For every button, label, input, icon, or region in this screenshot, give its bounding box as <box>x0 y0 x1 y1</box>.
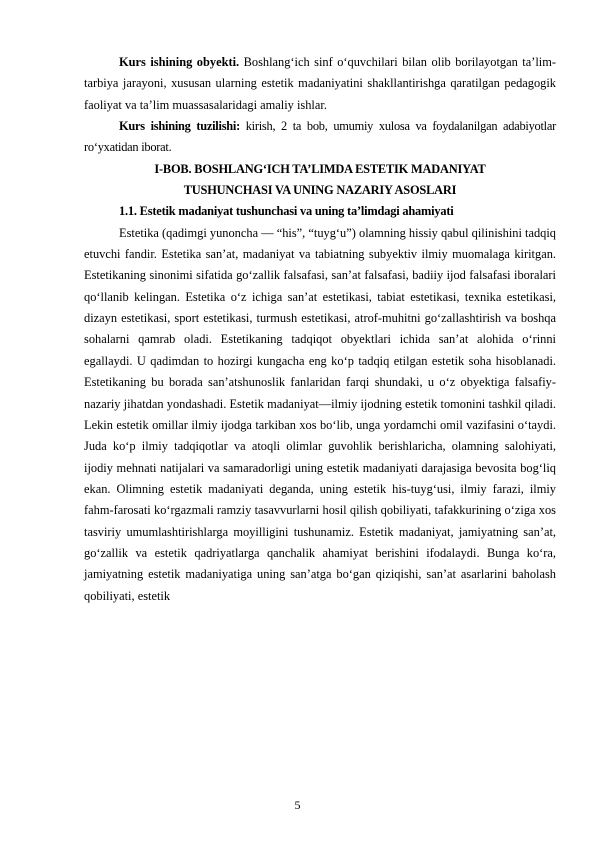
section-title: 1.1. Estetik madaniyat tushunchasi va uning ta’limdagi ahamiyati <box>119 204 454 219</box>
course-object-label: Kurs ishining obyekti. <box>119 55 240 69</box>
chapter-title-line-2: TUSHUNCHASI VA UNING NAZARIY ASOSLARI <box>183 183 457 198</box>
course-object-text: Boshlang‘ich sinf o‘quvchilari bilan olib borilayotgan ta’lim-tarbiya jarayoni, xususan ularning estetik madaniyatini shakllantirishga qaratilgan pedagogik faoliyat va ta’lim muassasalaridagi amaliy ishlar. <box>84 55 556 112</box>
document-page <box>84 52 556 607</box>
course-structure-label: Kurs ishining tuzilishi: <box>119 119 240 134</box>
page-number: 5 <box>294 798 301 812</box>
course-structure-text: kirish, 2 ta bob, umumiy xulosa va foydalanilgan adabiyotlar ro‘yxatidan iborat. <box>84 119 556 155</box>
section-body-paragraph: Estetika (qadimgi yunoncha — “his”, “tuyg‘u”) olamning hissiy qabul qilinishini tadqiq etuvchi fandir. Estetika san’at, madaniyat va tabiatning subyektiv ilmiy muomalaga kiritgan. Estetikaning sinonimi sifatida go‘zallik falsafasi, san’at falsafasi, badiiy ijod falsafasi iboralari qo‘llanib kelingan. Estetika o‘z ichiga san’at estetikasi, tabiat estetikasi, texnika estetikasi, dizayn estetikasi, sport estetikasi, turmush estetikasi, atrof-muhitni go‘zallashtirish va boshqa sohalarni qamrab oladi. Estetikaning tadqiqot obyektlari ichida san’at alohida o‘rinni egallaydi. U qadimdan to hozirgi kungacha eng ko‘p tadqiq etilgan estetik soha hisoblanadi. Estetikaning bu borada san’atshunoslik fanlaridan farqi shundaki, u o‘z obyektiga falsafiy-nazariy jihatdan yondashadi. Estetik madaniyat—ilmiy ijodning estetik tomonini tashkil qiladi. Lekin estetik omillar ilmiy ijodga tarkiban xos bo‘lib, unga yordamchi omil vazifasini o‘taydi. Juda ko‘p ilmiy tadqiqotlar va atoqli olimlar guvohlik berishlaricha, olamning salohiyati, ijodiy mehnati natijalari va samaradorligi uning estetik madaniyati darajasiga bevosita bog‘liq ekan. Olimning estetik madaniyati deganda, uning estetik his-tuyg‘usi, ilmiy farazi, ilmiy fahm-farosati ko‘rgazmali ramziy tasavvurlarni hosil qilish qobiliyati, tafakkurining o‘ziga xos tasviriy umumlashtirishlarga moyilligini tushunamiz. Estetik madaniyat, jamiyatning san’at, go‘zallik va estetik qadriyatlarga qanchalik ahamiyat berishini ifodalaydi. Bunga ko‘ra, jamiyatning estetik madaniyatiga uning san’atga bo‘gan qiziqishi, san’at asarlarini baholash qobiliyati, estetik <box>84 225 556 603</box>
course-structure-paragraph <box>84 116 556 159</box>
course-object-paragraph <box>84 52 556 116</box>
chapter-title-line-1: I-BOB. BOSHLANG‘ICH TA’LIMDA ESTETIK MADANIYAT <box>154 161 486 176</box>
